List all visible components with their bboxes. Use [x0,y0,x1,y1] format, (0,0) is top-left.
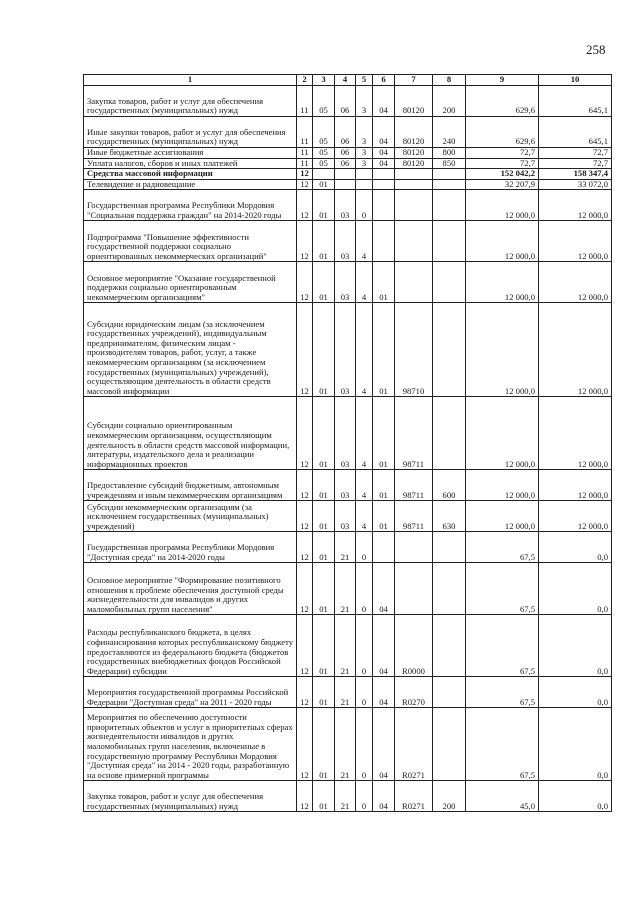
row-value-cell: 05 [313,148,335,159]
row-value-cell: 12 [297,169,313,180]
row-value-cell: 0 [356,615,373,677]
row-value-cell: 3 [356,158,373,169]
table-row [84,501,612,532]
row-value-cell: 01 [313,262,335,303]
row-value-cell: 80120 [395,117,433,148]
row-value-cell: 12 [297,532,313,563]
row-value-cell: 06 [335,86,356,117]
row-value-cell: 01 [313,397,335,470]
row-value-cell: 01 [313,781,335,812]
row-value-cell: 01 [373,262,395,303]
row-name-cell: Предоставление субсидий бюджетным, автономным учреждениям и иным некоммерческим организациям [84,470,297,501]
table-row [84,190,612,221]
row-value-cell: 850 [433,158,466,169]
row-value-cell: 04 [373,708,395,781]
table-row [84,615,612,677]
row-value-cell: 98711 [395,470,433,501]
row-value-cell: 01 [313,303,335,397]
table-row [84,563,612,615]
row-value-cell: 03 [335,470,356,501]
row-value-cell: 0 [356,708,373,781]
row-value-cell: 01 [373,501,395,532]
row-value-cell: 152 042,2 [466,169,539,180]
row-value-cell: 67,5 [466,677,539,708]
row-value-cell: 12 000,0 [466,262,539,303]
row-value-cell [433,563,466,615]
row-name-cell: Расходы республиканского бюджета, в целях софинансирования которых республиканскому бюджету предоставляются из федерального бюджета (бюджетов государственных внебюджетных фондов Российской Федерации) субсидии [84,615,297,677]
row-value-cell [356,179,373,190]
column-header: 9 [466,75,539,86]
row-name-cell: Иные закупки товаров, работ и услуг для обеспечения государственных (муниципальных) нужд [84,117,297,148]
row-value-cell [433,179,466,190]
row-value-cell: 33 072,0 [539,179,612,190]
row-value-cell: 21 [335,708,356,781]
row-value-cell: 12 000,0 [466,221,539,262]
row-value-cell: 06 [335,158,356,169]
row-name-cell: Основное мероприятие "Формирование позитивного отношения к проблеме обеспечения доступной среды жизнедеятельности для инвалидов и других маломобильных групп населения" [84,563,297,615]
row-value-cell [395,262,433,303]
row-name-cell: Закупка товаров, работ и услуг для обеспечения государственных (муниципальных) нужд [84,86,297,117]
column-header: 3 [313,75,335,86]
row-value-cell [335,169,356,180]
row-value-cell: 01 [313,190,335,221]
row-value-cell: 06 [335,148,356,159]
row-value-cell: 3 [356,86,373,117]
row-value-cell: 4 [356,501,373,532]
row-value-cell: 12 [297,190,313,221]
row-value-cell: 01 [313,532,335,563]
row-value-cell [433,190,466,221]
row-value-cell: 4 [356,262,373,303]
row-value-cell: 03 [335,262,356,303]
row-value-cell: 21 [335,781,356,812]
row-value-cell: 12 [297,303,313,397]
row-value-cell: 01 [313,179,335,190]
row-name-cell: Подпрограмма "Повышение эффективности государственной поддержки социально ориентированных некоммерческих организаций" [84,221,297,262]
row-value-cell: 03 [335,303,356,397]
row-name-cell: Иные бюджетные ассигнования [84,148,297,159]
row-value-cell [373,190,395,221]
column-header: 2 [297,75,313,86]
row-value-cell: 4 [356,397,373,470]
row-value-cell: R0271 [395,781,433,812]
row-value-cell: 0 [356,190,373,221]
row-value-cell [373,532,395,563]
row-value-cell: 12 000,0 [466,397,539,470]
row-value-cell: 98711 [395,501,433,532]
row-value-cell [433,303,466,397]
row-value-cell: 12 000,0 [539,501,612,532]
row-value-cell: 629,6 [466,117,539,148]
row-value-cell: 12 [297,677,313,708]
row-value-cell: 05 [313,158,335,169]
table-row [84,708,612,781]
row-value-cell: 21 [335,532,356,563]
row-value-cell: 04 [373,615,395,677]
row-value-cell: 0 [356,563,373,615]
row-value-cell: 645,1 [539,117,612,148]
row-value-cell: 04 [373,117,395,148]
row-value-cell: 0,0 [539,532,612,563]
row-name-cell: Субсидии юридическим лицам (за исключением государственных учреждений), индивидуальным предпринимателям, физическим лицам - производителям товаров, работ, услуг, а также некоммерческим организациям (за исключением государственных (муниципальных) учреждений), осуществляющим деятельность в области средств массовой информации [84,303,297,397]
row-value-cell: R0000 [395,615,433,677]
row-value-cell: 630 [433,501,466,532]
row-value-cell: 98710 [395,303,433,397]
column-header: 8 [433,75,466,86]
row-value-cell: 12 000,0 [539,397,612,470]
row-value-cell: 12 [297,397,313,470]
row-value-cell: 01 [373,397,395,470]
row-value-cell: 12 000,0 [539,221,612,262]
row-value-cell: 158 347,4 [539,169,612,180]
row-value-cell: 01 [313,221,335,262]
column-header: 5 [356,75,373,86]
row-value-cell: 04 [373,158,395,169]
row-value-cell: 12 000,0 [539,470,612,501]
row-value-cell [395,221,433,262]
row-value-cell: 11 [297,86,313,117]
row-value-cell: 12 000,0 [539,262,612,303]
table-row [84,532,612,563]
row-value-cell: 21 [335,563,356,615]
row-value-cell: 05 [313,86,335,117]
row-value-cell: 12 [297,781,313,812]
row-name-cell: Государственная программа Республики Мордовия "Социальная поддержка граждан" на 2014-2020 годы [84,190,297,221]
row-value-cell: 80120 [395,148,433,159]
row-value-cell [433,677,466,708]
row-value-cell [433,397,466,470]
row-value-cell: 240 [433,117,466,148]
row-name-cell: Закупка товаров, работ и услуг для обеспечения государственных (муниципальных) нужд [84,781,297,812]
table-row [84,262,612,303]
column-header: 1 [84,75,297,86]
row-name-cell: Мероприятия государственной программы Российской Федерации "Доступная среда" на 2011 - 2020 годы [84,677,297,708]
row-value-cell [395,563,433,615]
column-header: 6 [373,75,395,86]
table-row [84,303,612,397]
row-value-cell: 03 [335,501,356,532]
row-value-cell: 12 [297,501,313,532]
row-value-cell: 12 000,0 [466,190,539,221]
row-value-cell [433,169,466,180]
row-value-cell: 67,5 [466,615,539,677]
row-value-cell: 72,7 [539,148,612,159]
row-value-cell: 0,0 [539,708,612,781]
row-name-cell: Средства массовой информации [84,169,297,180]
row-value-cell: 0,0 [539,781,612,812]
row-value-cell: 21 [335,615,356,677]
row-name-cell: Телевидение и радиовещание [84,179,297,190]
row-value-cell [395,532,433,563]
row-value-cell: 01 [313,677,335,708]
row-value-cell: 12 [297,470,313,501]
table-row [84,158,612,169]
row-value-cell: 0,0 [539,563,612,615]
row-value-cell: 72,7 [539,158,612,169]
row-value-cell: 600 [433,470,466,501]
row-value-cell: 01 [313,501,335,532]
table-row [84,221,612,262]
row-value-cell: 12 000,0 [466,303,539,397]
row-value-cell: 4 [356,470,373,501]
row-value-cell: 200 [433,781,466,812]
row-value-cell: 05 [313,117,335,148]
row-value-cell: 12 [297,615,313,677]
row-value-cell: 32 207,9 [466,179,539,190]
table-row [84,470,612,501]
row-value-cell: 0,0 [539,615,612,677]
row-value-cell: 12 000,0 [539,190,612,221]
row-value-cell: 0 [356,781,373,812]
row-value-cell [395,179,433,190]
row-value-cell [395,169,433,180]
budget-table [83,74,612,812]
row-value-cell: 11 [297,158,313,169]
row-value-cell: 67,5 [466,708,539,781]
table-header-row [84,75,612,86]
row-value-cell: 98711 [395,397,433,470]
row-value-cell [313,169,335,180]
column-header: 7 [395,75,433,86]
row-value-cell: R0271 [395,708,433,781]
row-value-cell [373,221,395,262]
row-value-cell: 12 [297,563,313,615]
table-row [84,169,612,180]
row-value-cell: 72,7 [466,158,539,169]
row-name-cell: Субсидии некоммерческим организациям (за исключением государственных (муниципальных) учреждений) [84,501,297,532]
table-row [84,677,612,708]
row-value-cell: 04 [373,86,395,117]
row-value-cell [433,262,466,303]
row-value-cell: 67,5 [466,563,539,615]
table-row [84,781,612,812]
row-name-cell: Мероприятия по обеспечению доступности приоритетных объектов и услуг в приоритетных сферах жизнедеятельности инвалидов и других маломобильных групп населения, включенные в государственную программу Республики Мордовия "Доступная среда" на 2014 - 2020 годы, разработанную на основе примерной программы [84,708,297,781]
row-value-cell: 01 [313,708,335,781]
row-value-cell: 12 000,0 [466,501,539,532]
row-value-cell [373,179,395,190]
row-value-cell [395,190,433,221]
row-value-cell: 3 [356,148,373,159]
row-value-cell: 11 [297,117,313,148]
table-row [84,117,612,148]
column-header: 4 [335,75,356,86]
row-value-cell: 80120 [395,158,433,169]
row-name-cell: Основное мероприятие "Оказание государственной поддержки социально ориентированным некоммерческим организациям" [84,262,297,303]
row-value-cell [433,221,466,262]
row-value-cell: 12 [297,179,313,190]
row-value-cell: 72,7 [466,148,539,159]
row-value-cell: R0270 [395,677,433,708]
row-value-cell [335,179,356,190]
column-header: 10 [539,75,612,86]
table-row [84,397,612,470]
row-value-cell [433,532,466,563]
row-value-cell: 11 [297,148,313,159]
page-number: 258 [586,42,606,57]
row-value-cell: 04 [373,677,395,708]
row-value-cell: 12 [297,221,313,262]
row-value-cell [433,615,466,677]
row-value-cell: 4 [356,303,373,397]
table-row [84,148,612,159]
row-value-cell: 0,0 [539,677,612,708]
table-row [84,179,612,190]
row-value-cell: 12 [297,708,313,781]
row-value-cell: 800 [433,148,466,159]
row-value-cell: 645,1 [539,86,612,117]
row-name-cell: Государственная программа Республики Мордовия "Доступная среда" на 2014-2020 годы [84,532,297,563]
row-value-cell: 06 [335,117,356,148]
row-value-cell: 12 000,0 [466,470,539,501]
row-value-cell: 80120 [395,86,433,117]
row-value-cell: 12 [297,262,313,303]
row-value-cell: 03 [335,221,356,262]
row-value-cell: 629,6 [466,86,539,117]
row-value-cell: 01 [313,615,335,677]
table-row [84,86,612,117]
row-value-cell: 01 [313,563,335,615]
row-value-cell: 200 [433,86,466,117]
row-value-cell: 04 [373,781,395,812]
row-value-cell [373,169,395,180]
row-value-cell: 01 [373,303,395,397]
row-value-cell: 67,5 [466,532,539,563]
row-value-cell: 4 [356,221,373,262]
row-value-cell: 21 [335,677,356,708]
row-value-cell [433,708,466,781]
row-value-cell: 01 [373,470,395,501]
row-value-cell: 45,0 [466,781,539,812]
row-value-cell: 04 [373,563,395,615]
row-value-cell: 12 000,0 [539,303,612,397]
row-value-cell: 0 [356,677,373,708]
row-name-cell: Уплата налогов, сборов и иных платежей [84,158,297,169]
row-value-cell: 03 [335,397,356,470]
row-value-cell: 04 [373,148,395,159]
row-value-cell: 3 [356,117,373,148]
row-value-cell: 0 [356,532,373,563]
row-value-cell [356,169,373,180]
row-name-cell: Субсидии социально ориентированным некоммерческим организациям, осуществляющим деятельность в области средств массовой информации, литературы, издательского дела и реализации информационных проектов [84,397,297,470]
row-value-cell: 03 [335,190,356,221]
row-value-cell: 01 [313,470,335,501]
